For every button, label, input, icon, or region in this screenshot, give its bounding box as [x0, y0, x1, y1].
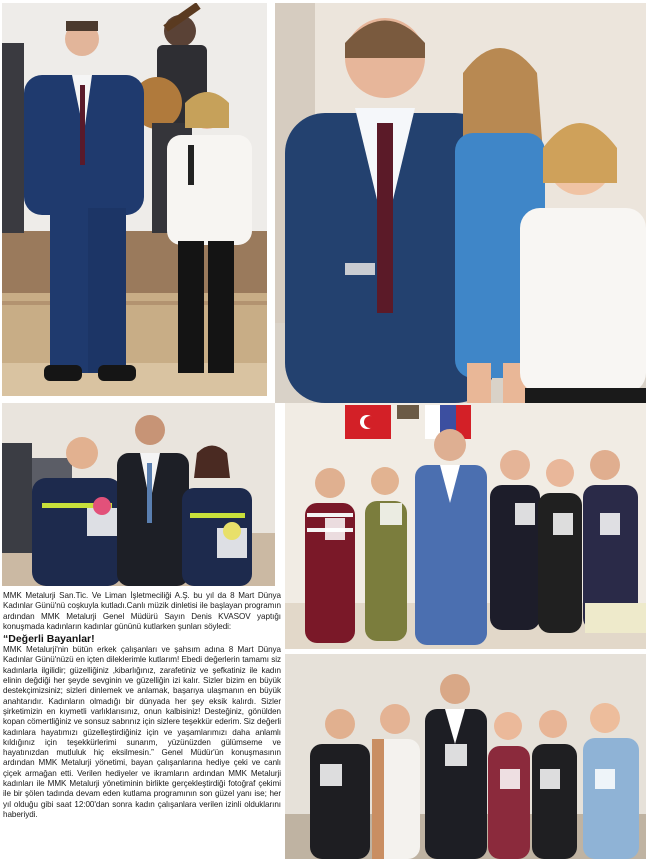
- photo-gift-flowers-small: [2, 403, 275, 586]
- article-heading: “Değerli Bayanlar!: [3, 633, 95, 646]
- article-text: [3, 591, 281, 859]
- photo-group-bottom: [285, 654, 646, 859]
- photo-group-with-flag: [285, 403, 646, 649]
- article-intro: MMK Metalurji San.Tic. Ve Liman İşletmeciliği A.Ş. bu yıl da 8 Mart Dünya Kadınlar Günü'nü coşkuyla kutladı.Canlı müzik dinletisi ile başlayan programın ardından MMK Metalurji Genel Müdürü Sayın Denis KVASOV yaptığı konuşmada kadınların kadınlar gününü kutlarken şunları söyledi:: [3, 591, 281, 631]
- article-body: MMK Metalurji'nin bütün erkek çalışanları ve şahsım adına 8 Mart Dünya Kadınlar Günü'nüzü en içten dileklerimle kutlarım! Ebedi değerlerin tamamı siz kadınlarla ilgilidir; güzelliğiniz ,kibarlığınız, zarafetiniz ve şefkatiniz ile kadın elinin değdiği her şeyde sevginin ve güzelliğin izi kalır. Sizler bizim en büyük destekçimizsiniz; sizleri dinlemek ve anlamak, başarıya ulaşmanın en büyük anahtarıdır. Kadınların olmadığı bir dünyada her şey eksik kalırdı. Sizler şirketimizin en kıymetli varlıklarısınız, onun kalbisiniz! Desteğiniz, gönülden kopan cömertliğiniz ve sonsuz sabrınız için sizlere teşekkür ederim. Siz değerli kadınlara hayatımızı güzelleştirdiğiniz için ve yaşamlarımızı daha anlamlı kıldığınız için teşekkürlerimi sunarım, yüzünüzden gülümseme ve hayatınızdan mutluluk hiç eksilmesin.” Genel Müdür'ün konuşmasının ardından MMK Metalurji yönetimi, bayan çalışanlarına hediye çeki ve canlı çiçek armağan etti. Verilen hediyeler ve ikramların ardından MMK Metalurji kadınları ile MMK Metalurji yönetiminin birlikte gerçekleştirdiği fotoğraf çekimi ile bir şölen tadında devam eden kutlama programının son güzel yanı ise; her yıl olduğu gibi saat 12:00'dan sonra kadın çalışanlara verilen izinli olduklarını haberiydi.: [3, 645, 281, 819]
- photo-speech-stage: [2, 3, 267, 396]
- photo-manager-closeup: [275, 3, 646, 403]
